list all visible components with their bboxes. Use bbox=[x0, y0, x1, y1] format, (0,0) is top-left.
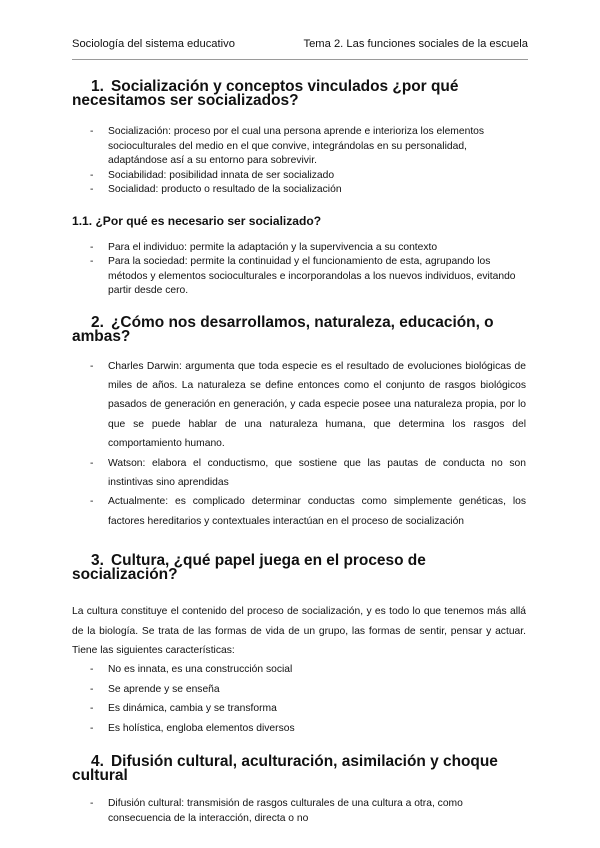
section-3-list bbox=[72, 660, 526, 738]
section-1-title: Socialización y conceptos vinculados ¿por qué necesitamos ser socializados? bbox=[72, 78, 459, 109]
list-item: - Sociabilidad: posibilidad innata de ser socializado bbox=[72, 169, 526, 184]
list-item: - Charles Darwin: argumenta que toda especie es el resultado de evoluciones biológicas de miles de años. La naturaleza se define entonces como el conjunto de rasgos biológicos pasados de generación en generación, y cada especie posee una naturaleza propia, por lo que se puede hablar de una naturaleza humana, que determina los rasgos del comportamiento humano. bbox=[72, 357, 526, 454]
section-4-heading bbox=[72, 755, 526, 783]
section-3-title: Cultura, ¿qué papel juega en el proceso de socialización? bbox=[72, 552, 426, 584]
section-1-number: 1. bbox=[91, 78, 104, 95]
section-3-paragraph: La cultura constituye el contenido del proceso de socialización, y es todo lo que tenemos más allá de la biología. Se trata de las formas de vida de un grupo, las formas de sentir, pensar y actuar. Tiene las siguientes características: bbox=[72, 606, 526, 656]
list-item: - Watson: elabora el conductismo, que sostiene que las pautas de conducta no son instintivas sino aprendidas bbox=[72, 454, 526, 493]
header-divider bbox=[72, 59, 528, 60]
section-1-list bbox=[72, 125, 526, 198]
list-item: - Difusión cultural: transmisión de rasgos culturales de una cultura a otra, como consecuencia de la interacción, directa o no bbox=[72, 797, 526, 826]
list-item: - Es dinámica, cambia y se transforma bbox=[72, 699, 526, 718]
list-item: - No es innata, es una construcción social bbox=[72, 660, 526, 679]
section-1-heading bbox=[72, 80, 526, 108]
list-item: - Se aprende y se enseña bbox=[72, 680, 526, 699]
section-2-number: 2. bbox=[91, 313, 104, 331]
list-item: - Socialización: proceso por el cual una persona aprende e interioriza los elementos socioculturales del medio en el que convive, integrándolas en su personalidad, adaptándose así a su entorno para sobrevivir. bbox=[72, 125, 526, 169]
section-2-heading bbox=[72, 313, 526, 345]
section-1-1-list bbox=[72, 241, 526, 299]
header-topic-title: Tema 2. Las funciones sociales de la escuela bbox=[303, 38, 528, 50]
header-course-title: Sociología del sistema educativo bbox=[72, 38, 235, 50]
section-4-list bbox=[72, 797, 526, 826]
section-1-1-heading: 1.1. ¿Por qué es necesario ser socializado? bbox=[72, 213, 322, 228]
section-4-number: 4. bbox=[91, 753, 104, 770]
list-item: - Actualmente: es complicado determinar conductas como simplemente genéticas, los factores hereditarios y contextuales interactúan en el proceso de socialización bbox=[72, 492, 526, 531]
section-4-title: Difusión cultural, aculturación, asimilación y choque cultural bbox=[72, 753, 498, 784]
section-2-title: ¿Cómo nos desarrollamos, naturaleza, educación, o ambas? bbox=[72, 313, 494, 345]
section-3-number: 3. bbox=[91, 552, 104, 570]
section-2-list bbox=[72, 357, 526, 532]
page-header bbox=[72, 38, 528, 54]
section-3-heading bbox=[72, 554, 526, 582]
list-item: - Para el individuo: permite la adaptación y la supervivencia a su contexto bbox=[72, 241, 526, 256]
list-item: - Para la sociedad: permite la continuidad y el funcionamiento de esta, agrupando los métodos y elementos socioculturales e incorporandolas a los nuevos individuos, evitando partir desde cero. bbox=[72, 255, 526, 299]
list-item: - Socialidad: producto o resultado de la socialización bbox=[72, 183, 526, 198]
list-item: - Es holística, engloba elementos diversos bbox=[72, 719, 526, 738]
document-body bbox=[72, 78, 526, 826]
